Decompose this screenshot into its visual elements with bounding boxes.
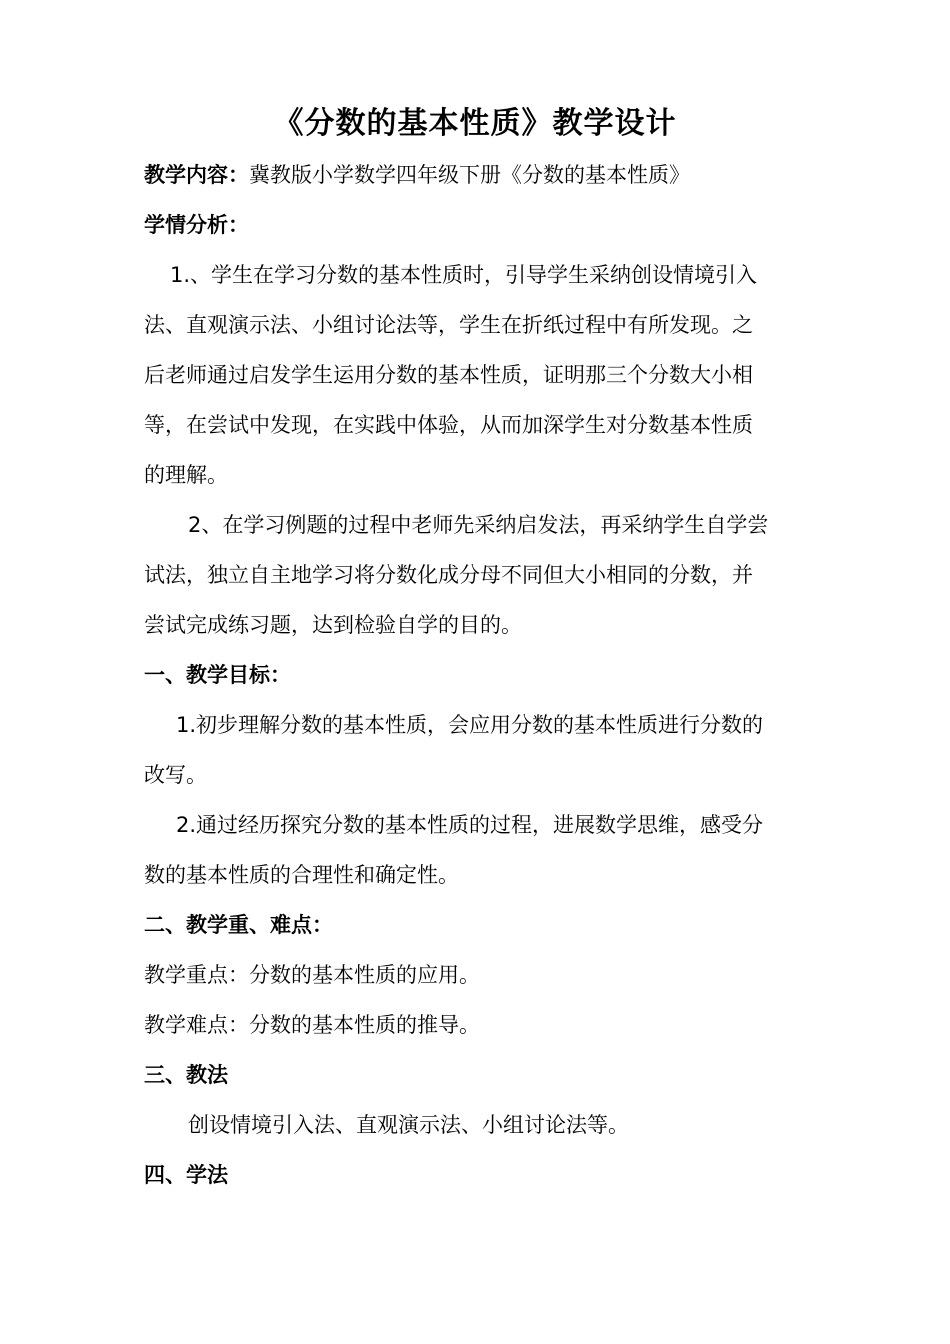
teaching-content-line: [144, 160, 824, 190]
section4-heading: 四、学法: [144, 1163, 228, 1187]
analysis-p1-line-1: 1.、学生在学习分数的基本性质时，引导学生采纳创设情境引入: [170, 263, 758, 287]
section3-heading: 三、教法: [144, 1063, 228, 1087]
teaching-content-value: 冀教版小学数学四年级下册《分数的基本性质》: [249, 163, 690, 187]
analysis-p1-line-2: 法、直观演示法、小组讨论法等，学生在折纸过程中有所发现。之: [144, 313, 753, 337]
analysis-p2-line-2: 试法，独立自主地学习将分数化成分母不同但大小相同的分数，并: [144, 563, 753, 587]
document-title: 《分数的基本性质》教学设计: [273, 106, 677, 141]
goal1-line-2: 改写。: [144, 763, 207, 787]
goal2-line-2: 数的基本性质的合理性和确定性。: [144, 863, 459, 887]
analysis-p1-line-3: 后老师通过启发学生运用分数的基本性质，证明那三个分数大小相: [144, 363, 753, 387]
analysis-p1-line-5: 的理解。: [144, 463, 228, 487]
analysis-p2-line-3: 尝试完成练习题，达到检验自学的目的。: [144, 613, 522, 637]
section1-heading: 一、教学目标：: [144, 663, 291, 687]
analysis-p1-line-4: 等，在尝试中发现，在实践中体验，从而加深学生对分数基本性质: [144, 413, 753, 437]
goal2-line-1: 2.通过经历探究分数的基本性质的过程，进展数学思维，感受分: [176, 813, 764, 837]
analysis-p2-line-1: 2、在学习例题的过程中老师先采纳启发法，再采纳学生自学尝: [188, 513, 769, 537]
teaching-content-label: 教学内容：: [144, 163, 249, 187]
key-point: 教学重点：分数的基本性质的应用。: [144, 963, 480, 987]
teaching-methods: 创设情境引入法、直观演示法、小组讨论法等。: [188, 1113, 629, 1137]
difficult-point: 教学难点：分数的基本性质的推导。: [144, 1013, 480, 1037]
analysis-heading: 学情分析：: [144, 213, 249, 237]
section2-heading: 二、教学重、难点：: [144, 913, 333, 937]
goal1-line-1: 1.初步理解分数的基本性质，会应用分数的基本性质进行分数的: [176, 713, 764, 737]
